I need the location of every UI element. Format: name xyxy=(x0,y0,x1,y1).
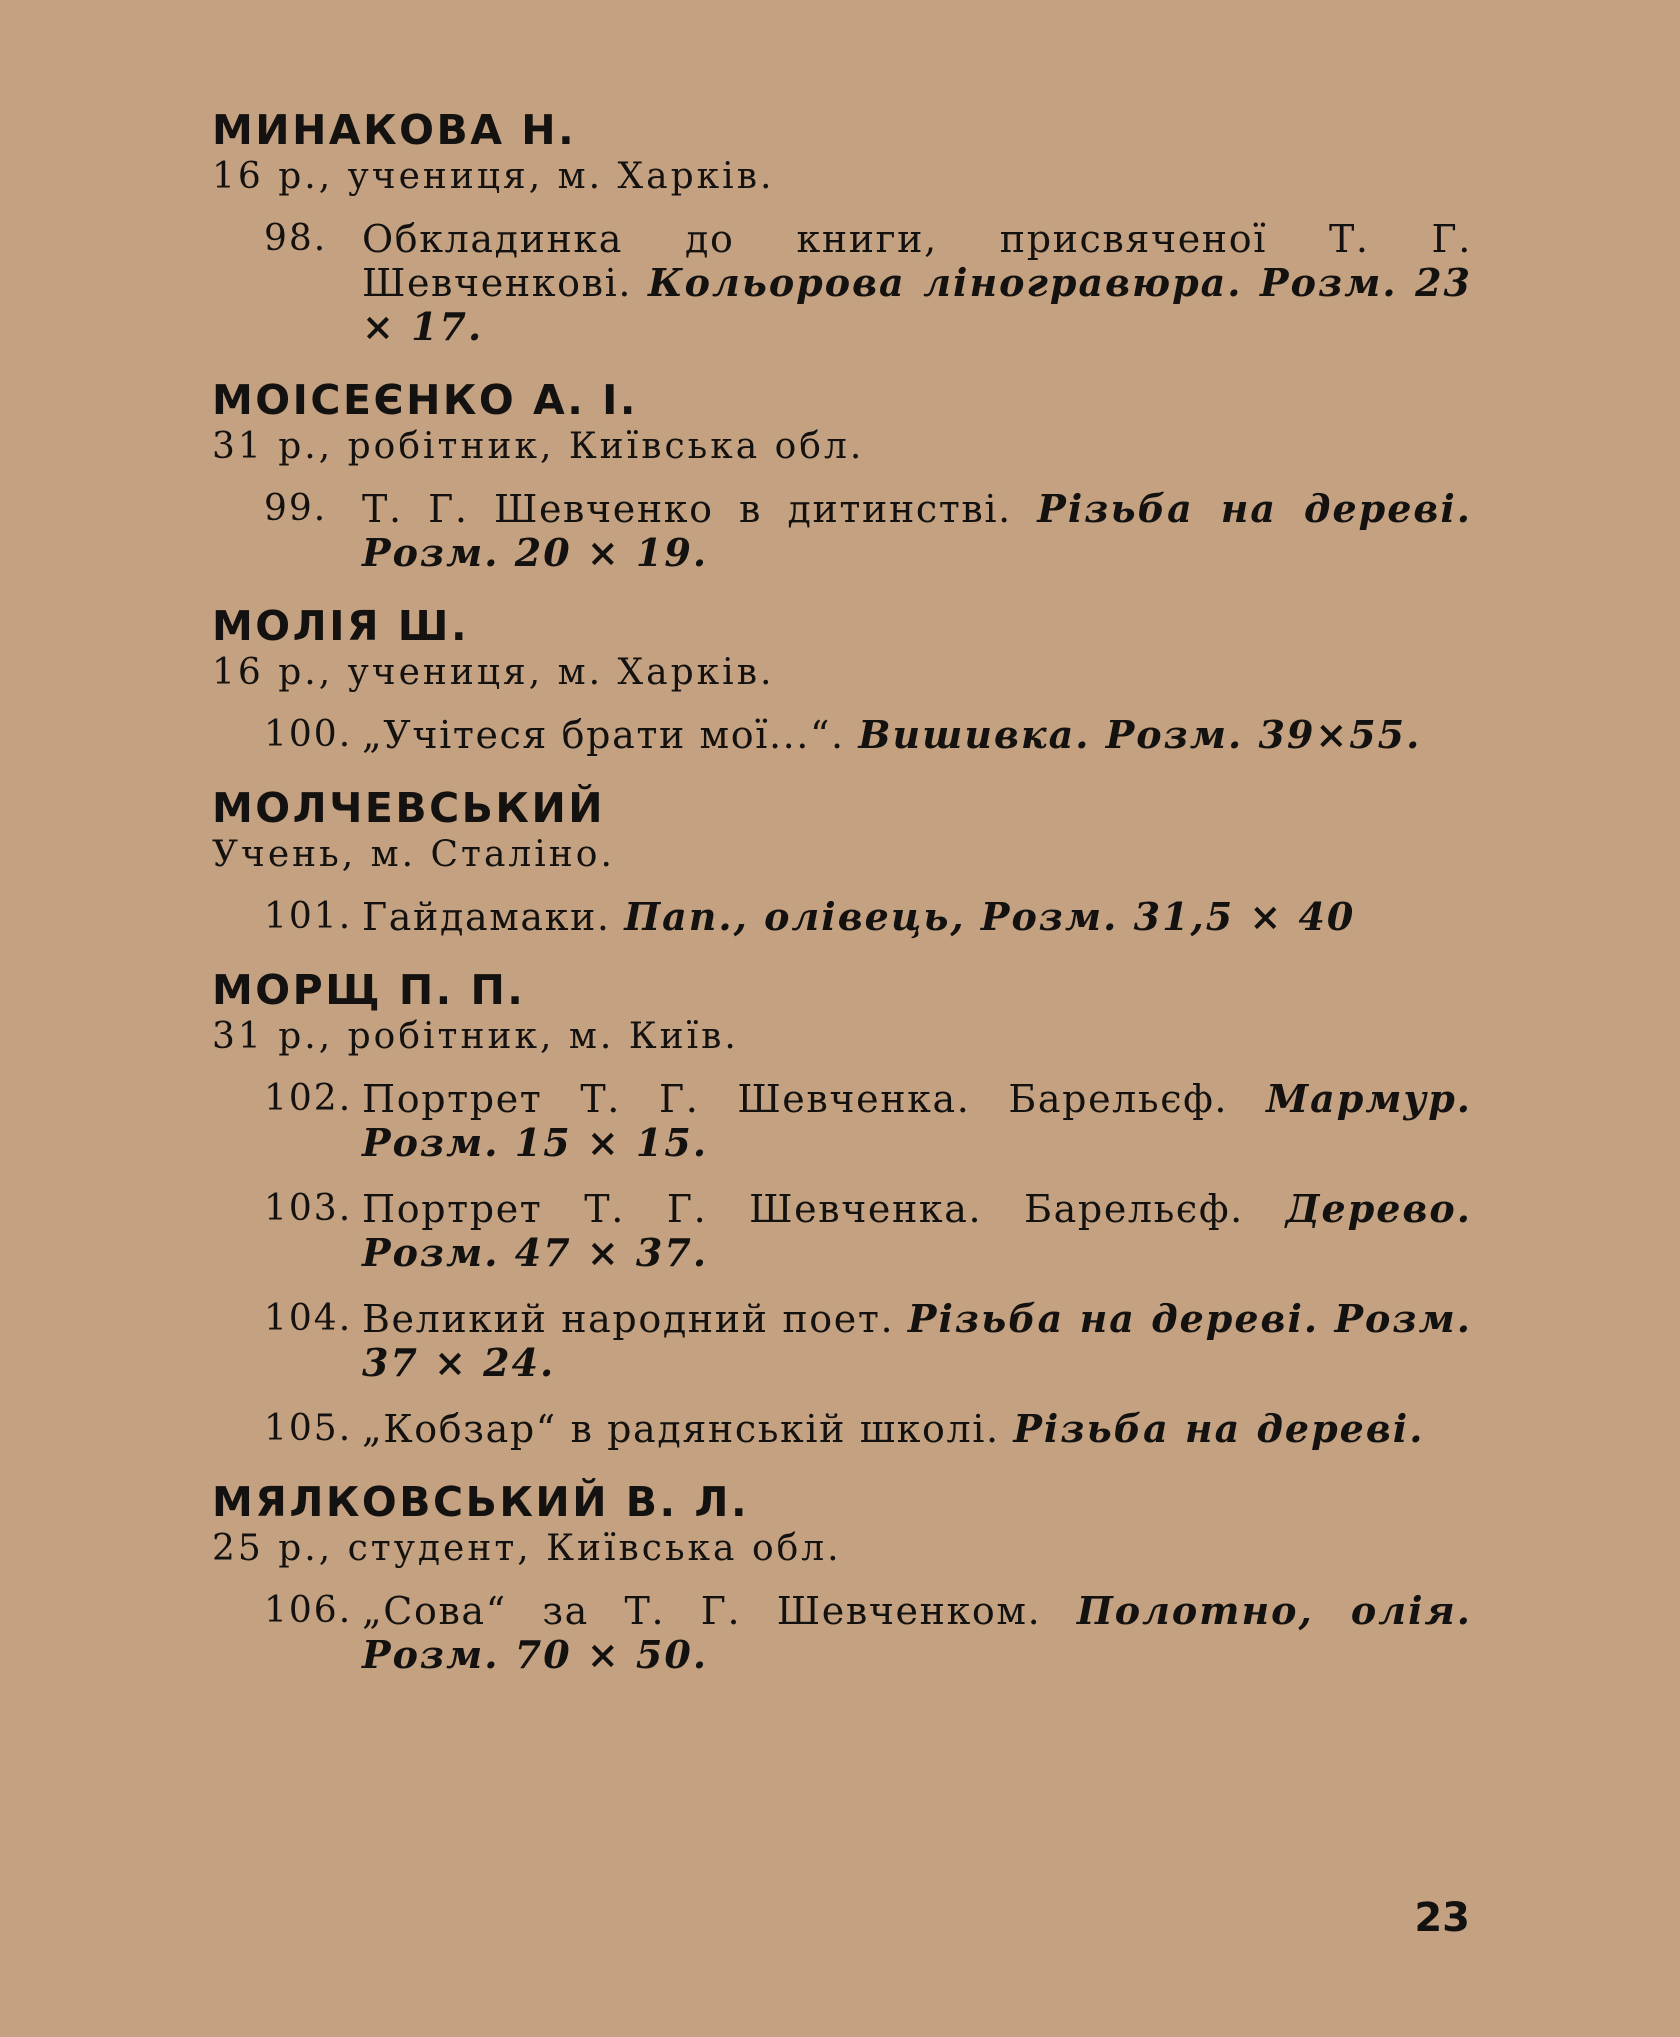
entry-description: Вишивка. Розм. 39×55. xyxy=(858,712,1422,757)
catalog-entry xyxy=(264,713,1472,757)
entry-number: 106. xyxy=(264,1590,353,1631)
artist-block xyxy=(212,965,1472,1451)
entry-description: Різьба на дереві. xyxy=(1013,1406,1425,1451)
artist-name: МИНАКОВА Н. xyxy=(212,106,577,154)
artist-info: 16 р., учениця, м. Харків. xyxy=(212,652,775,693)
entry-description: Дерево. Розм. 47 × 37. xyxy=(362,1186,1472,1275)
catalog-entry xyxy=(264,217,1472,349)
entry-text xyxy=(362,1297,1472,1385)
entry-text xyxy=(362,713,1472,757)
artist-name: МОРЩ П. П. xyxy=(212,966,526,1014)
catalog-page xyxy=(212,105,1472,1703)
entry-number: 98. xyxy=(264,218,328,259)
artist-name: МОЛІЯ Ш. xyxy=(212,602,470,650)
catalog-entry xyxy=(264,1297,1472,1385)
artist-block xyxy=(212,783,1472,939)
entry-title: Портрет Т. Г. Шевченка. Барельєф. xyxy=(362,1187,1244,1231)
artist-info: 25 р., студент, Київська обл. xyxy=(212,1528,842,1569)
entry-text xyxy=(362,1187,1472,1275)
artist-block xyxy=(212,601,1472,757)
catalog-entry xyxy=(264,895,1472,939)
artist-info: 16 р., учениця, м. Харків. xyxy=(212,156,775,197)
artist-info: Учень, м. Сталіно. xyxy=(212,834,615,875)
catalog-entry xyxy=(264,487,1472,575)
artist-name: МОЛЧЕВСЬКИЙ xyxy=(212,784,606,832)
artist-block xyxy=(212,1477,1472,1677)
artist-block xyxy=(212,375,1472,575)
entry-title: Портрет Т. Г. Шевченка. Барельєф. xyxy=(362,1077,1229,1121)
entry-title: „Сова“ за Т. Г. Шевченком. xyxy=(362,1589,1042,1633)
entry-text xyxy=(362,1589,1472,1677)
entry-text xyxy=(362,487,1472,575)
entry-number: 101. xyxy=(264,896,353,937)
entry-description: Різьба на дереві. Розм. 20 × 19. xyxy=(362,486,1472,575)
entry-number: 100. xyxy=(264,714,353,755)
artist-name: МОІСЕЄНКО А. І. xyxy=(212,376,638,424)
entry-number: 104. xyxy=(264,1298,353,1339)
entry-number: 102. xyxy=(264,1078,353,1119)
artist-info: 31 р., робітник, Київська обл. xyxy=(212,426,865,467)
page-number: 23 xyxy=(1414,1895,1470,1941)
entry-description: Різьба на дереві. Розм. 37 × 24. xyxy=(362,1296,1472,1385)
entry-description: Полотно, олія. Розм. 70 × 50. xyxy=(362,1588,1472,1677)
artist-block xyxy=(212,105,1472,349)
catalog-entry xyxy=(264,1077,1472,1165)
entry-number: 103. xyxy=(264,1188,353,1229)
entry-number: 99. xyxy=(264,488,328,529)
entry-number: 105. xyxy=(264,1408,353,1449)
entry-text xyxy=(362,1077,1472,1165)
entry-title: „Кобзар“ в радянській школі. xyxy=(362,1407,1000,1451)
entry-title: Великий народний поет. xyxy=(362,1297,895,1341)
entry-title: Обкладинка до книги, присвяченої Т. Г. Шевченкові. xyxy=(362,217,1472,305)
entry-title: Гайдамаки. xyxy=(362,895,611,939)
entry-title: Т. Г. Шевченко в дитинстві. xyxy=(362,487,1012,531)
artist-info: 31 р., робітник, м. Київ. xyxy=(212,1016,739,1057)
entry-description: Мармур. Розм. 15 × 15. xyxy=(362,1076,1472,1165)
entry-text xyxy=(362,1407,1472,1451)
catalog-entry xyxy=(264,1589,1472,1677)
entry-description: Пап., олівець, Розм. 31,5 × 40 xyxy=(624,894,1356,939)
entry-description: Кольорова ліногравюра. Розм. 23 × 17. xyxy=(362,260,1472,349)
entry-text xyxy=(362,217,1472,349)
catalog-entry xyxy=(264,1407,1472,1451)
entry-title: „Учітеся брати мої...“. xyxy=(362,713,845,757)
catalog-entry xyxy=(264,1187,1472,1275)
entry-text xyxy=(362,895,1472,939)
artist-name: МЯЛКОВСЬКИЙ В. Л. xyxy=(212,1478,750,1526)
